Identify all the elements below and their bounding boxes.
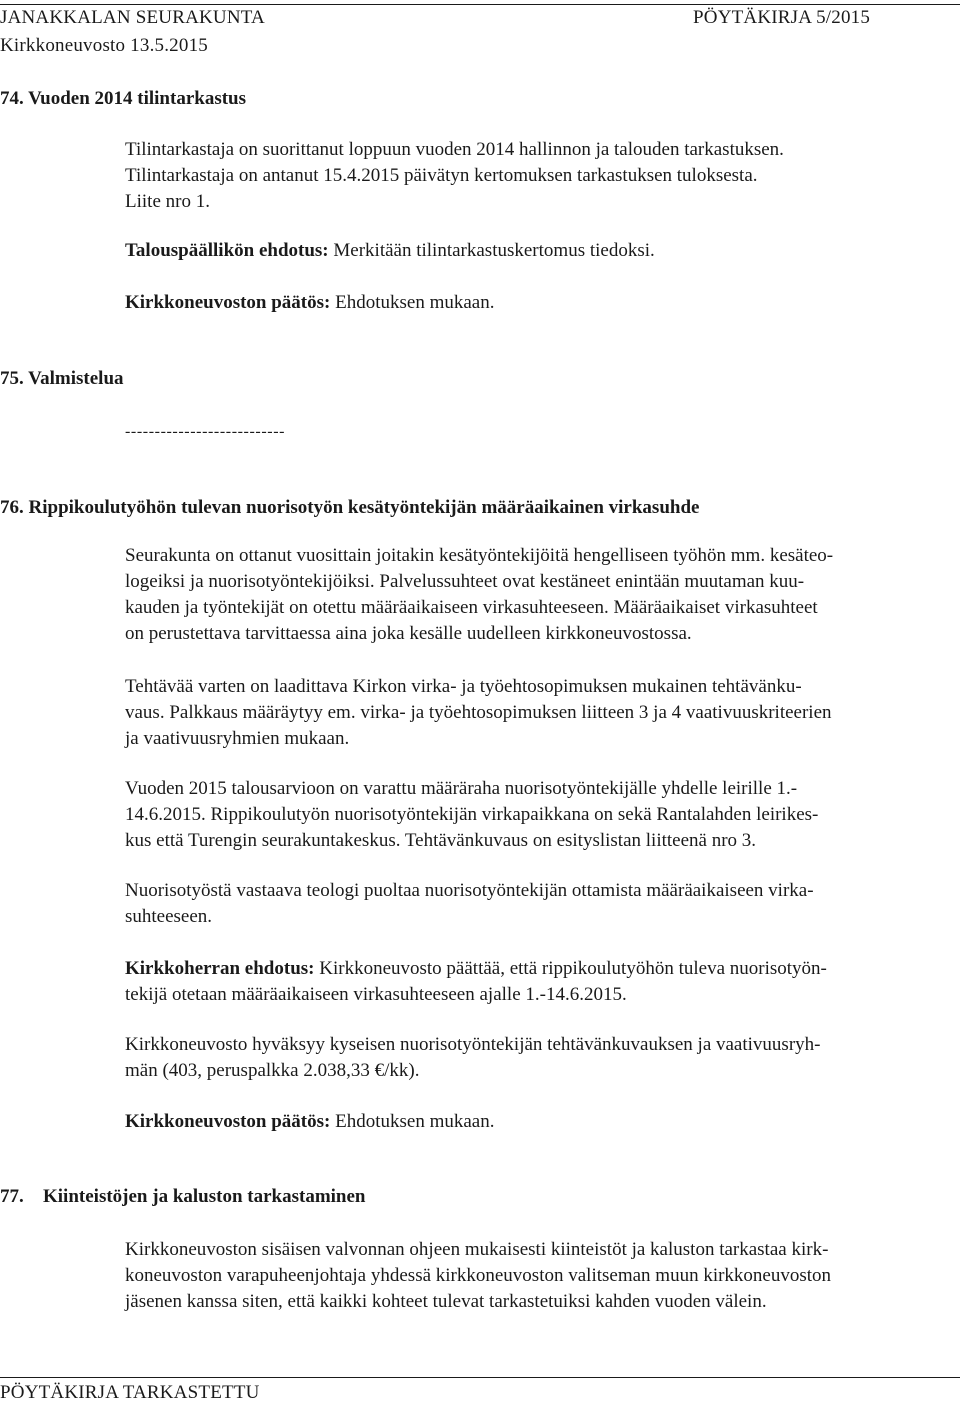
text-line: tekijä otetaan määräaikaiseen virkasuhteeseen ajalle 1.-14.6.2015. <box>125 984 627 1005</box>
text-line: koneuvoston varapuheenjohtaja yhdessä kirkkoneuvoston valitseman muun kirkkoneuvoston <box>125 1265 832 1286</box>
section-76-paragraph-3 <box>125 776 818 854</box>
section-76-paragraph-1 <box>125 543 833 647</box>
section-76-decision <box>125 1109 494 1135</box>
header-organization: JANAKKALAN SEURAKUNTA <box>0 7 265 28</box>
text-line: Tilintarkastaja on antanut 15.4.2015 päivätyn kertomuksen tarkastuksen tuloksesta. <box>125 165 758 186</box>
section-74-decision <box>125 290 494 316</box>
section-76-title: 76. Rippikoulutyöhön tulevan nuorisotyön kesätyöntekijän määräaikainen virkasuhde <box>0 497 700 518</box>
section-75-separator: --------------------------- <box>125 423 286 440</box>
text-line: jäsenen kanssa siten, että kaikki kohteet tulevat tarkastetuiksi kahden vuoden välein. <box>125 1291 767 1312</box>
footer-rule <box>0 1377 960 1378</box>
decision-label: Kirkkoneuvoston päätös: <box>125 1111 331 1132</box>
proposal-text: Kirkkoneuvosto päättää, että rippikoulutyöhön tuleva nuorisotyön- <box>314 958 827 979</box>
text-line: Seurakunta on ottanut vuosittain joitakin kesätyöntekijöitä hengelliseen työhön mm. kesäteo- <box>125 545 834 566</box>
text-line: kus että Turengin seurakuntakeskus. Tehtävänkuvaus on esityslistan liitteenä nro 3. <box>125 830 757 851</box>
text-line: Nuorisotyöstä vastaava teologi puoltaa nuorisotyöntekijän ottamista määräaikaiseen virka- <box>125 880 814 901</box>
section-76-proposal <box>125 956 827 1008</box>
text-line: Liite nro 1. <box>125 191 210 212</box>
text-line: Kirkkoneuvoston sisäisen valvonnan ohjeen mukaisesti kiinteistöt ja kaluston tarkastaa kirk- <box>125 1239 829 1260</box>
text-line: ja vaativuusryhmien mukaan. <box>125 728 350 749</box>
text-line: vaus. Palkkaus määräytyy em. virka- ja työehtosopimuksen liitteen 3 ja 4 vaativuuskriteerien <box>125 702 832 723</box>
text-line: suhteeseen. <box>125 906 213 927</box>
proposal-text: Merkitään tilintarkastuskertomus tiedoksi. <box>328 240 655 261</box>
section-76-paragraph-4 <box>125 878 814 930</box>
text-line: 14.6.2015. Rippikoulutyön nuorisotyöntekijän virkapaikkana on sekä Rantalahden leirikes- <box>125 804 819 825</box>
text-line: Vuoden 2015 talousarvioon on varattu määräraha nuorisotyöntekijälle yhdelle leirille 1.- <box>125 778 798 799</box>
text-line: män (403, peruspalkka 2.038,33 €/kk). <box>125 1060 420 1081</box>
text-line: Kirkkoneuvosto hyväksyy kyseisen nuorisotyöntekijän tehtävänkuvauksen ja vaativuusryh- <box>125 1034 821 1055</box>
decision-text: Ehdotuksen mukaan. <box>330 1111 495 1132</box>
header-document-number: PÖYTÄKIRJA 5/2015 <box>693 7 871 28</box>
text-line: on perustettava tarvittaessa aina joka kesälle uudelleen kirkkoneuvostossa. <box>125 623 692 644</box>
decision-label: Kirkkoneuvoston päätös: <box>125 292 331 313</box>
section-74-proposal <box>125 238 655 264</box>
section-77-paragraph <box>125 1237 831 1315</box>
section-75-title: 75. Valmistelua <box>0 368 124 389</box>
decision-text: Ehdotuksen mukaan. <box>330 292 495 313</box>
section-77-number: 77. <box>0 1186 24 1207</box>
footer-review-label: PÖYTÄKIRJA TARKASTETTU <box>0 1382 260 1403</box>
text-line: Tehtävää varten on laadittava Kirkon virka- ja työehtosopimuksen mukainen tehtävänku- <box>125 676 802 697</box>
section-76-paragraph-5 <box>125 1032 820 1084</box>
text-line <box>125 956 827 982</box>
proposal-label: Talouspäällikön ehdotus: <box>125 240 329 261</box>
text-line: Tilintarkastaja on suorittanut loppuun vuoden 2014 hallinnon ja talouden tarkastuksen. <box>125 139 784 160</box>
text-line: kauden ja työntekijät on otettu määräaikaiseen virkasuhteeseen. Määräaikaiset virkasuhteet <box>125 597 818 618</box>
section-74-paragraph <box>125 137 784 215</box>
section-77-title: Kiinteistöjen ja kaluston tarkastaminen <box>43 1186 366 1207</box>
section-74-title: 74. Vuoden 2014 tilintarkastus <box>0 88 247 109</box>
header-top-rule <box>0 4 960 5</box>
proposal-label: Kirkkoherran ehdotus: <box>125 958 315 979</box>
header-meeting-date: Kirkkoneuvosto 13.5.2015 <box>0 35 208 56</box>
text-line: logeiksi ja nuorisotyöntekijöiksi. Palvelussuhteet ovat kestäneet enintään muutaman kuu- <box>125 571 805 592</box>
section-76-paragraph-2 <box>125 674 832 752</box>
